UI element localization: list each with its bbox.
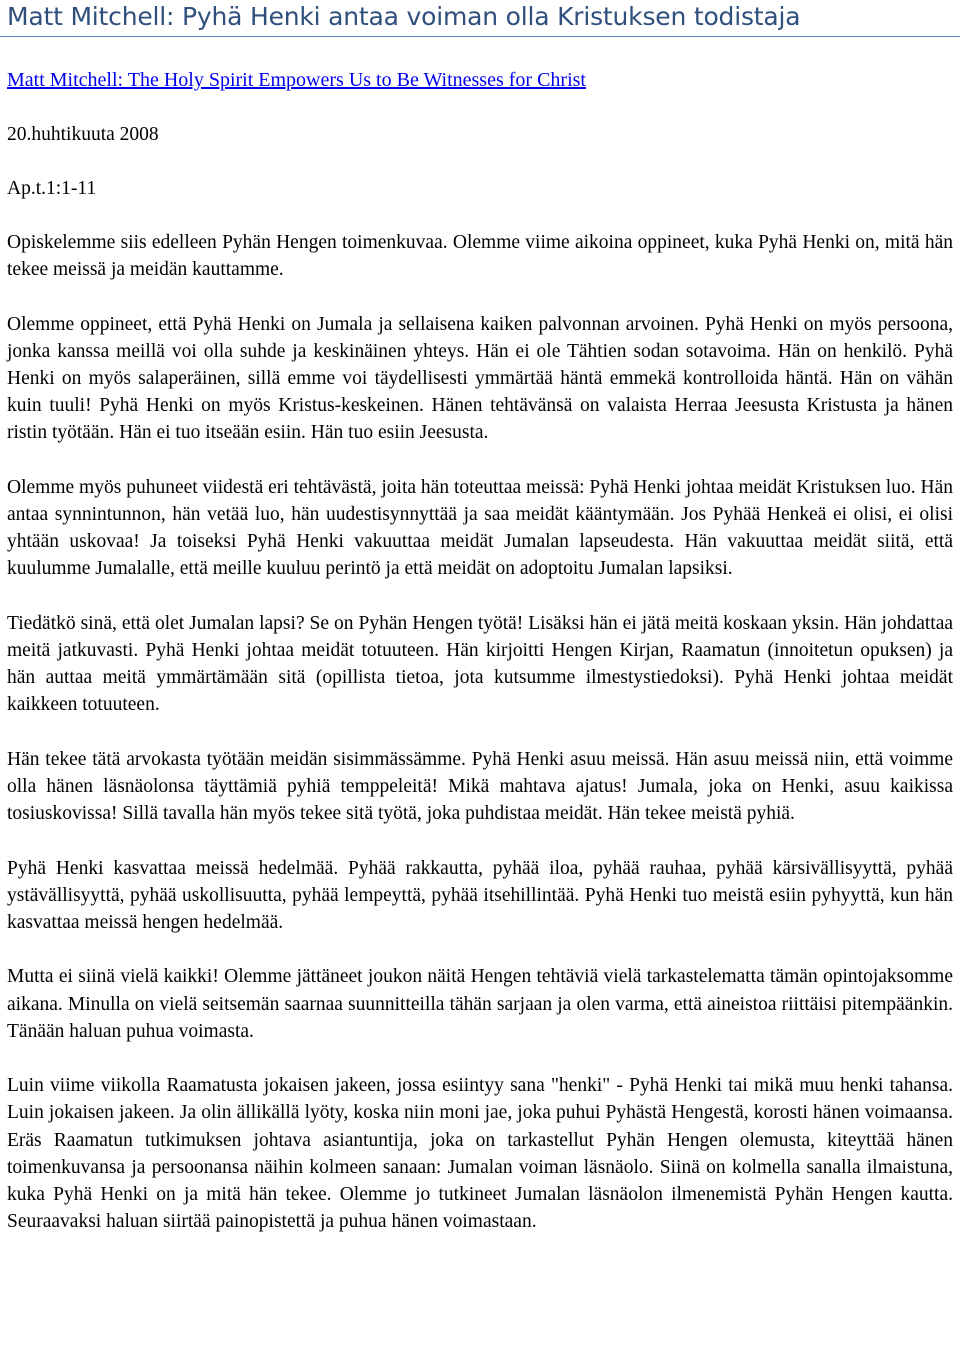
body-paragraph: Mutta ei siinä vielä kaikki! Olemme jättäneet joukon näitä Hengen tehtäviä vielä tarkastelematta tämän opintojaksomme aikana. Minulla on vielä seitsemän saarnaa suunnitteilla tähän sarjaan ja olen varma, että aineistoa riittäisi pitempäänkin. Tänään haluan puhua voimasta. <box>7 966 953 1042</box>
body-paragraph: Olemme myös puhuneet viidestä eri tehtävästä, joita hän toteuttaa meissä: Pyhä Henki johtaa meidät Kristuksen luo. Hän antaa synnintunnon, hän vetää luo, hän uudestisynnyttää ja saa meidät kääntymään. Jos Pyhää Henkeä ei olisi, ei olisi yhtään uskovaa! Ja toiseksi Pyhä Henki vakuuttaa meidät Jumalan lapseudesta. Hän vakuuttaa meidät siitä, että kuulumme Jumalalle, että meille kuuluu perintö ja että meidät on adoptoitu Jumalan lapsiksi. <box>7 476 953 580</box>
document-title: Matt Mitchell: Pyhä Henki antaa voiman olla Kristuksen todistaja <box>7 2 801 31</box>
english-version-link[interactable]: Matt Mitchell: The Holy Spirit Empowers Us to Be Witnesses for Christ <box>7 69 586 91</box>
body-paragraph: Hän tekee tätä arvokasta työtään meidän sisimmässämme. Pyhä Henki asuu meissä. Hän asuu meissä niin, että voimme olla hänen läsnäolonsa täyttämiä pyhiä temppeleitä! Mikä mahtava ajatus! Jumala, joka on Henki, asuu kaikissa tosiuskovissa! Sillä tavalla hän myös tekee sitä työtä, joka puhdistaa meidät. Hän tekee meistä pyhiä. <box>7 748 953 825</box>
body-paragraph: Luin viime viikolla Raamatusta jokaisen jakeen, jossa esiintyy sana "henki" - Pyhä Henki tai mikä muu henki tahansa. Luin jokaisen jakeen. Ja olin ällikällä lyöty, koska niin moni jae, joka puhui Pyhästä Hengestä, korosti hänen voimaansa. Eräs Raamatun tutkimuksen johtava asiantuntija, joka on tarkastellut Pyhän Hengen olemusta, kiteyttää hänen toimenkuvansa ja persoonansa näihin kolmeen sanaan: Jumalan voiman läsnäolo. Siinä on kolmella sanalla ilmaistuna, kuka Pyhä Henki on ja mitä hän tekee. Olemme jo tutkineet Jumalan läsnäolon ilmenemistä Pyhän Hengen kautta. Seuraavaksi haluan siirtää painopistettä ja puhua hänen voimastaan. <box>7 1075 953 1233</box>
scripture-reference: Ap.t.1:1-11 <box>7 178 97 199</box>
body-paragraph: Olemme oppineet, että Pyhä Henki on Jumala ja sellaisena kaiken palvonnan arvoinen. Pyhä Henki on myös persoona, jonka kanssa meillä voi olla suhde ja keskinäinen yhteys. Hän ei ole Tähtien sodan sotavoima. Hän on henkilö. Pyhä Henki on myös salaperäinen, sillä emme voi täydellisesti ymmärtää häntä emmekä kontrolloida häntä. Hän on vähän kuin tuuli! Pyhä Henki on myös Kristus-keskeinen. Hänen tehtävänsä on valaista Herraa Jeesusta Kristusta ja hänen ristin työtään. Hän ei tuo itseään esiin. Hän tuo esiin Jeesusta. <box>7 313 953 444</box>
body-paragraph: Pyhä Henki kasvattaa meissä hedelmää. Pyhää rakkautta, pyhää iloa, pyhää rauhaa, pyhää kärsivällisyyttä, pyhää ystävällisyyttä, pyhää uskollisuutta, pyhää lempeyttä, pyhää itsehillintää. Pyhä Henki tuo meistä esiin pyhyyttä, kun hän kasvattaa meissä hengen hedelmää. <box>7 857 953 933</box>
title-divider <box>0 36 960 37</box>
sermon-date: 20.huhtikuuta 2008 <box>7 124 159 145</box>
body-paragraph: Tiedätkö sinä, että olet Jumalan lapsi? Se on Pyhän Hengen työtä! Lisäksi hän ei jätä meitä koskaan yksin. Hän johdattaa meitä jatkuvasti. Pyhä Henki johtaa meidät totuuteen. Hän kirjoitti Hengen Kirjan, Raamatun (innoitetun opuksen) ja hän auttaa meitä ymmärtämään sitä (opillista tietoa, jota kutsumme ilmestystiedoksi). Pyhä Henki johtaa meidät kaikkeen totuuteen. <box>7 612 953 716</box>
body-paragraph: Opiskelemme siis edelleen Pyhän Hengen toimenkuvaa. Olemme viime aikoina oppineet, kuka Pyhä Henki on, mitä hän tekee meissä ja meidän kauttamme. <box>7 232 953 281</box>
